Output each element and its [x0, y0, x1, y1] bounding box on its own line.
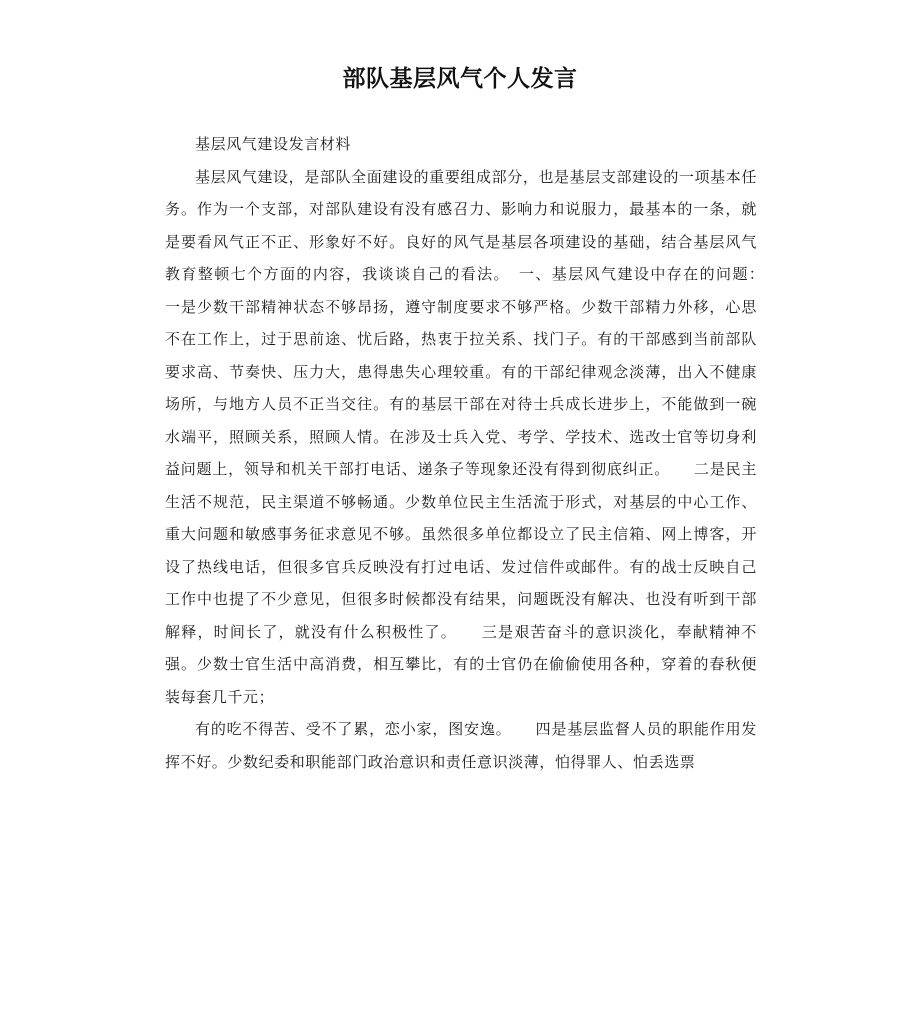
paragraph-main: 基层风气建设，是部队全面建设的重要组成部分，也是基层支部建设的一项基本任务。作为一个支部，对部队建设有没有感召力、影响力和说服力，最基本的一条，就是要看风气正不正、形象好不好。良好的风气是基层各项建设的基础，结合基层风气教育整顿七个方面的内容，我谈谈自己的看法。 一、基层风气建设中存在的问题： 一是少数干部精神状态不够昂扬，遵守制度要求不够严格。少数干部精力外移，心思不在工作上，过于思前途、忧后路，热衷于拉关系、找门子。有的干部感到当前部队要求高、节奏快、压力大，患得患失心理较重。有的干部纪律观念淡薄，出入不健康场所，与地方人员不正当交往。有的基层干部在对待士兵成长进步上，不能做到一碗水端平，照顾关系，照顾人情。在涉及士兵入党、考学、学技术、选改士官等切身利益问题上，领导和机关干部打电话、递条子等现象还没有得到彻底纠正。 二是民主生活不规范，民主渠道不够畅通。少数单位民主生活流于形式，对基层的中心工作、重大问题和敏感事务征求意见不够。虽然很多单位都设立了民主信箱、网上博客，开设了热线电话，但很多官兵反映没有打过电话、发过信件或邮件。有的战士反映自己工作中也提了不少意见，但很多时候都没有结果，问题既没有解决、也没有听到干部解释，时间长了，就没有什么积极性了。 三是艰苦奋斗的意识淡化，奉献精神不强。少数士官生活中高消费，相互攀比，有的士官仍在偷偷使用各种，穿着的春秋便装每套几千元； [165, 167, 789, 706]
document-title: 部队基层风气个人发言 [342, 66, 578, 92]
paragraph-continuation: 有的吃不得苦、受不了累，恋小家，图安逸。 四是基层监督人员的职能作用发挥不好。少数纪委和职能部门政治意识和责任意识淡薄，怕得罪人、怕丢选票 [165, 720, 757, 771]
document-body [165, 128, 789, 778]
paragraph-heading: 基层风气建设发言材料 [195, 135, 352, 153]
